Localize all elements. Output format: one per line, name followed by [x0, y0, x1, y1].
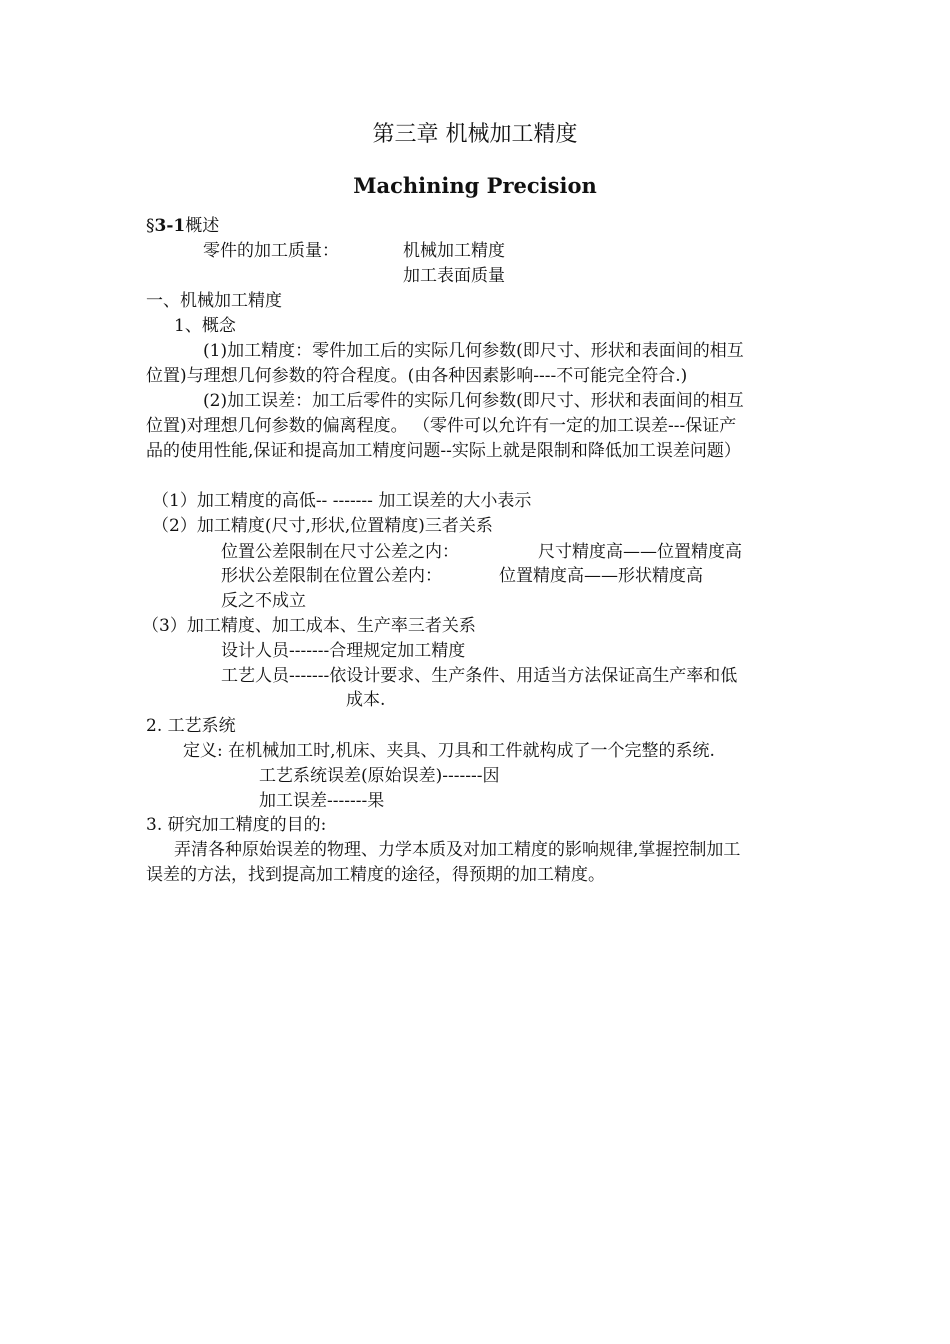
quality-item-surface: 加工表面质量	[403, 266, 505, 286]
page-subtitle: Machining Precision	[353, 173, 597, 198]
part1-heading: 一、机械加工精度	[146, 291, 282, 311]
part2-heading: 2. 工艺系统	[146, 716, 236, 736]
system-definition: 定义: 在机械加工时,机床、夹具、刀具和工件就构成了一个完整的系统.	[183, 741, 715, 761]
definition-error-line2: 位置)对理想几何参数的偏离程度。 （零件可以允许有一定的加工误差---保证产	[146, 416, 737, 436]
relation-1-left: 位置公差限制在尺寸公差之内：	[221, 542, 459, 562]
relation-1-right: 尺寸精度高——位置精度高	[538, 542, 742, 562]
designer-line: 设计人员-------合理规定加工精度	[221, 641, 466, 661]
relation-2-left: 形状公差限制在位置公差内：	[221, 566, 442, 586]
quality-label: 零件的加工质量：	[203, 241, 339, 261]
section-mark: §	[146, 216, 155, 236]
technologist-line1: 工艺人员-------依设计要求、生产条件、用适当方法保证高生产率和低	[221, 666, 738, 686]
relation-3: 反之不成立	[221, 591, 306, 611]
system-cause: 工艺系统误差(原始误差)-------因	[259, 766, 500, 786]
page-title: 第三章 机械加工精度	[372, 122, 578, 147]
definition-error-line1: (2)加工误差：加工后零件的实际几何参数(即尺寸、形状和表面间的相互	[203, 391, 744, 411]
purpose-line1: 弄清各种原始误差的物理、力学本质及对加工精度的影响规律,掌握控制加工	[174, 840, 741, 860]
definition-error-line3: 品的使用性能,保证和提高加工精度问题--实际上就是限制和降低加工误差问题）	[146, 441, 741, 461]
relation-2-right: 位置精度高——形状精度高	[499, 566, 703, 586]
point-2: （2）加工精度(尺寸,形状,位置精度)三者关系	[152, 516, 493, 536]
section-name: 概述	[185, 216, 220, 236]
point-3: （3）加工精度、加工成本、生产率三者关系	[142, 616, 476, 636]
quality-item-precision: 机械加工精度	[403, 241, 505, 261]
point-1: （1）加工精度的高低-- ------- 加工误差的大小表示	[152, 491, 532, 511]
technologist-line2: 成本.	[346, 690, 386, 710]
section-heading	[146, 214, 219, 238]
purpose-line2: 误差的方法，找到提高加工精度的途径，得预期的加工精度。	[146, 865, 605, 885]
definition-precision-line1: (1)加工精度：零件加工后的实际几何参数(即尺寸、形状和表面间的相互	[203, 341, 744, 361]
part3-heading: 3. 研究加工精度的目的:	[146, 815, 327, 835]
definition-precision-line2: 位置)与理想几何参数的符合程度。(由各种因素影响----不可能完全符合.)	[146, 366, 688, 386]
section-number: 3-1	[154, 216, 186, 236]
system-effect: 加工误差-------果	[259, 791, 385, 811]
concept-heading: 1、概念	[174, 316, 236, 336]
